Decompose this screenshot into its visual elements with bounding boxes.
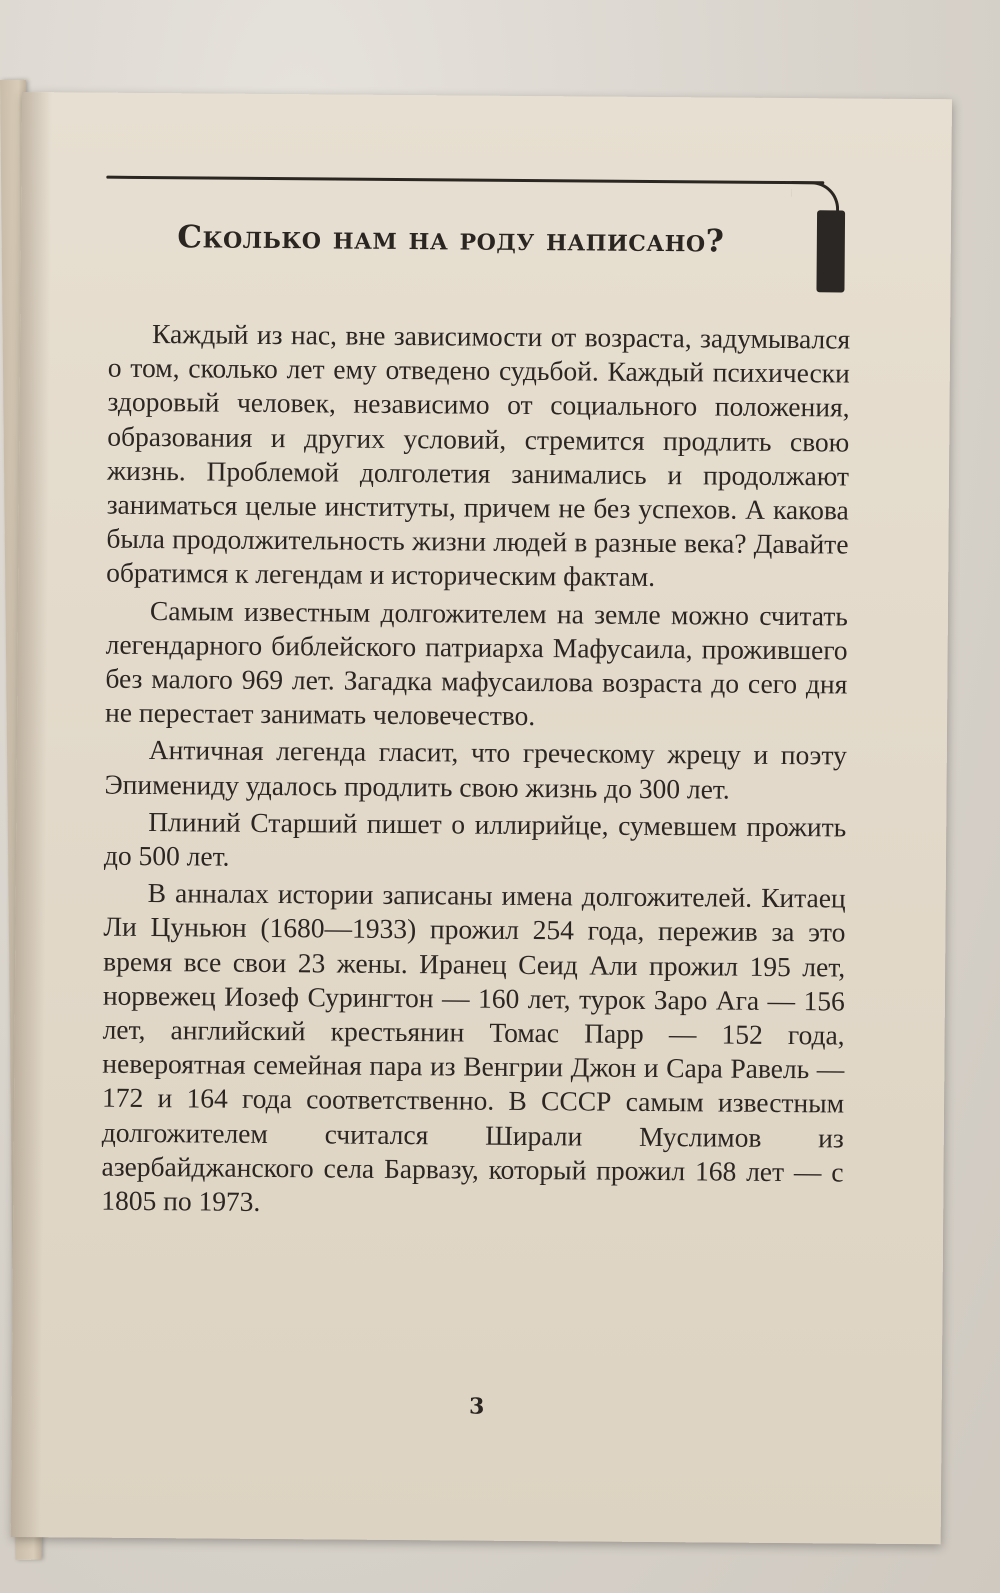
- page-number: 3: [468, 1393, 485, 1420]
- paragraph: Каждый из нас, вне зависимости от возраста, задумывался о том, сколько лет ему отведено судьбой. Каждый психически здоровый человек, независимо от социального положения, образования и других условий, стремится продлить свою жизнь. Проблемой долголетия занимались и продолжают заниматься целые институты, причем не без успехов. А какова была продолжительность жизни людей в разные века? Давайте обратимся к легендам и историческим фактам.: [106, 318, 851, 593]
- body-text: [101, 317, 850, 1227]
- paragraph: Самым известным долгожителем на земле можно считать легендарного библейского патриарха Мафусаила, прожившего без малого 969 лет. Загадка мафусаилова возраста до сего дня не перестает занимать человечество.: [105, 594, 849, 732]
- paragraph: Плиний Старший пишет о иллирийце, сумевшем прожить до 500 лет.: [103, 805, 847, 872]
- header-rule: [106, 176, 824, 185]
- chapter-title: Сколько нам на роду написано?: [177, 219, 725, 260]
- paragraph: Античная легенда гласит, что греческому жрецу и поэту Эпимениду удалось продлить свою жизнь до 300 лет.: [104, 734, 847, 805]
- chapter-tab-marker: [816, 210, 845, 292]
- book-page: [11, 92, 952, 1544]
- paragraph: В анналах истории записаны имена долгожителей. Китаец Ли Цуньюн (1680—1933) прожил 254 года, пережив за это время все свои 23 жены. Иранец Сеид Али прожил 195 лет, норвежец Иозеф Сурингтон — 160 лет, турок Заро Ага — 156 лет, английский крестьянин Томас Парр — 152 года, невероятная семейная пара из Венгрии Джон и Сара Равель — 172 и 164 года соответственно. В СССР самым известным долгожителем считался Ширали Муслимов из азербайджанского села Барвазу, который прожил 168 лет — с 1805 по 1973.: [101, 877, 846, 1217]
